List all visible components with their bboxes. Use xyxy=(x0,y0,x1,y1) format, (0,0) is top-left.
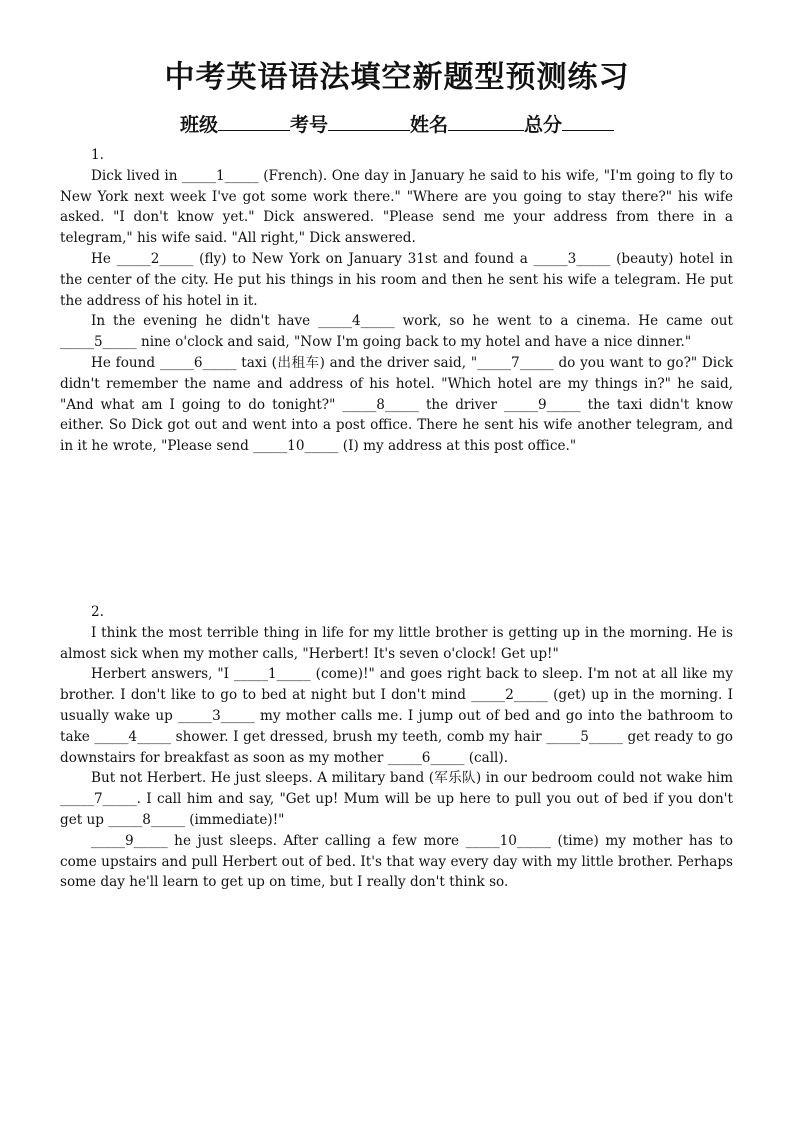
student-info-line xyxy=(0,110,794,138)
name-label: 姓名 xyxy=(410,114,449,136)
passage-number: 2. xyxy=(91,604,104,620)
page-title: 中考英语语法填空新题型预测练习 xyxy=(164,60,630,95)
passage-paragraph: He _____2_____ (fly) to New York on January 31st and found a _____3_____ (beauty) hotel in the center of the city. He put his things in his room and then he sent his wife a telegram. He put the address of his hotel in it. xyxy=(60,250,733,309)
passage-paragraph: I think the most terrible thing in life for my little brother is getting up in the morning. He is almost sick when my mother calls, "Herbert! It's seven o'clock! Get up!" xyxy=(60,624,733,662)
passage-paragraph: He found _____6_____ taxi (出租车) and the driver said, "_____7_____ do you want to go?" Dick didn't remember the name and address of his hotel. "Which hotel are my things in?" he said, "And what am I going to do tonight?" _____8_____ the driver _____9_____ the taxi didn't know either. So Dick got out and went into a post office. There he sent his wife another telegram, and in it he wrote, "Please send _____10_____ (I) my address at this post office." xyxy=(60,354,733,455)
class-blank[interactable] xyxy=(218,110,290,131)
passage-paragraph: Dick lived in _____1_____ (French). One day in January he said to his wife, "I'm going to fly to New York next week I've got some work there." "Where are you going to stay there?" his wife asked. "I don't know yet." Dick answered. "Please send me your address from there in a telegram," his wife said. "All right," Dick answered. xyxy=(60,167,733,247)
passage-2 xyxy=(60,602,733,893)
passage-paragraph: In the evening he didn't have _____4_____ work, so he went to a cinema. He came out _____5_____ nine o'clock and said, "Now I'm going back to my hotel and have a nice dinner." xyxy=(60,313,733,351)
class-label: 班级 xyxy=(179,114,218,136)
passage-paragraph: Herbert answers, "I _____1_____ (come)!" and goes right back to sleep. I'm not at all like my brother. I don't like to go to bed at night but I don't mind _____2_____ (get) up in the morning. I usually wake up _____3_____ my mother calls me. I jump out of bed and go into the bathroom to take _____4_____ shower. I get dressed, brush my teeth, comb my hair _____5_____ get ready to go downstairs for breakfast as soon as my mother _____6_____ (call). xyxy=(60,666,733,766)
passage-1 xyxy=(60,145,733,457)
passage-paragraph: But not Herbert. He just sleeps. A military band (军乐队) in our bedroom could not wake him _____7_____. I call him and say, "Get up! Mum will be up here to pull you out of bed if you don't get up _____8_____ (immediate)!" xyxy=(60,770,733,828)
exam-no-label: 考号 xyxy=(289,114,328,136)
score-label: 总分 xyxy=(524,114,563,136)
passage-number: 1. xyxy=(91,147,104,163)
score-blank[interactable] xyxy=(562,110,614,131)
name-blank[interactable] xyxy=(448,110,524,131)
exam-no-blank[interactable] xyxy=(328,110,410,131)
passage-paragraph: _____9_____ he just sleeps. After calling a few more _____10_____ (time) my mother has to come upstairs and pull Herbert out of bed. It's that way every day with my little brother. Perhaps some day he'll learn to get up on time, but I really don't think so. xyxy=(60,832,733,891)
